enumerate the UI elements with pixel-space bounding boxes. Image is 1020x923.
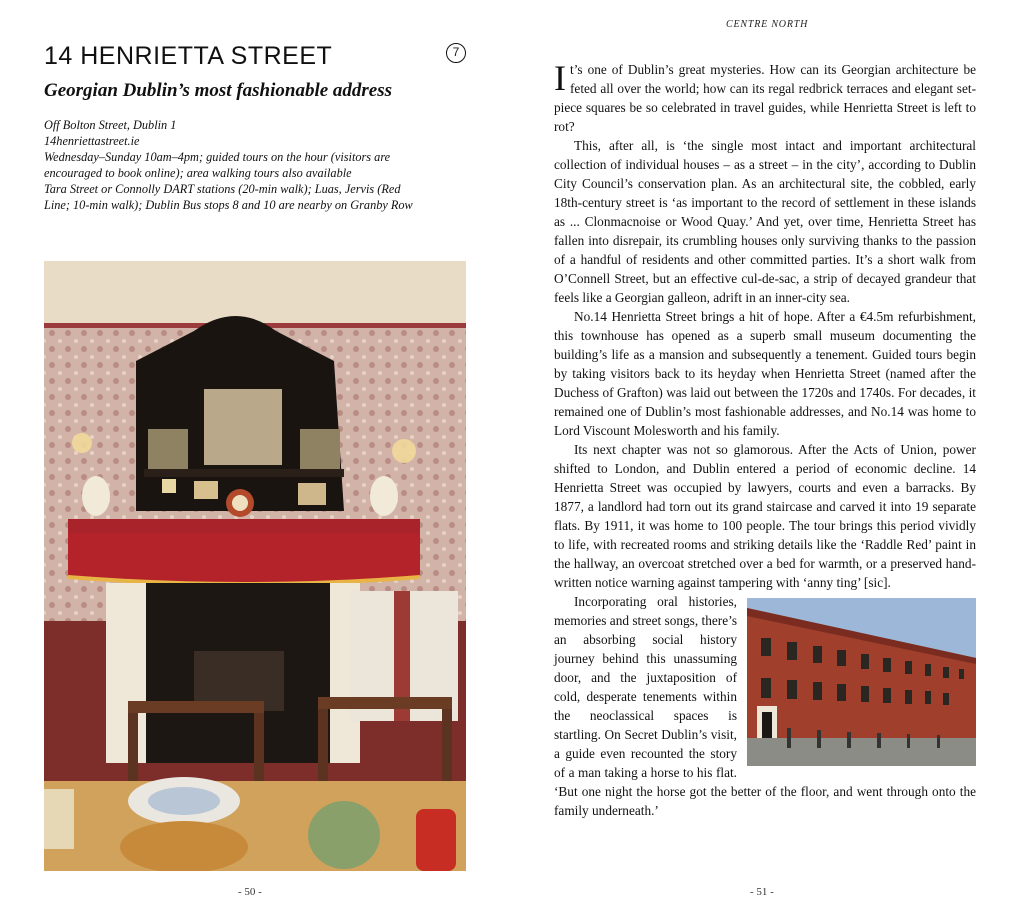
entry-number-badge: 7 [446,43,466,63]
paragraph-5: Incorporating oral histories, memories and street songs, there’s an absorbing social history journey behind this unassuming door, and the juxtaposition of cold, desperate tenements within the neoclassical spaces is startling. On Secret Dublin’s visit, a guide even recounted the story of a man taking a horse to his flat. ‘But one night the horse got the better of the floor, and went through onto the family underneath.’ [554,594,976,818]
info-address: Off Bolton Street, Dublin 1 [44,118,177,132]
paragraph-3: No.14 Henrietta Street brings a hit of hope. After a €4.5m refurbishment, this townhouse has opened as a superb small museum documenting the building’s life as a mansion and subsequently a tenement. Guided tours begin by taking visitors back to its heyday when Henrietta Street (named after the Duchess of Grafton) was laid out between the 1720s and 1740s. For decades, it remained one of Dublin’s most fashionable addresses, and No.14 was home to Lord Viscount Molesworth and his family. [554,309,976,438]
practical-info [44,117,464,213]
article-body [554,60,976,820]
street-photo [747,598,976,766]
info-transport-line-2: Line; 10-min walk); Dublin Bus stops 8 and 10 are nearby on Granby Row [44,198,413,212]
paragraph-1: It’s one of Dublin’s great mysteries. How can its Georgian architecture be feted all over the world; how can its regal redbrick terraces and elegant set-piece squares be so celebrated in travel guides, while Henrietta Street is left to rot? [554,58,976,134]
running-head: CENTRE NORTH [726,19,809,30]
paragraph-4: Its next chapter was not so glamorous. After the Acts of Union, power shifted to London, and Dublin entered a period of economic decline. 14 Henrietta Street was occupied by lawyers, courts and even a barracks. By 1877, a landlord had torn out its grand staircase and carved it into 19 separate flats. By 1911, it was home to 100 people. The tour brings this period vividly to life, with recreated rooms and striking details like the ‘Raddle Red’ paint in the hallway, an overcoat stretched over a bed for warmth, or a preserved hand-written notice warning against tampering with ‘anny ting’ [sic]. [554,442,976,590]
info-hours-line-1: Wednesday–Sunday 10am–4pm; guided tours on the hour (visitors are [44,150,391,164]
drop-cap: I [554,58,566,98]
info-transport-line-1: Tara Street or Connolly DART stations (20-min walk); Luas, Jervis (Red [44,182,401,196]
page-number-left: - 50 - [238,886,262,898]
info-website: 14henriettastreet.ie [44,134,140,148]
info-hours-line-2: encouraged to book online); area walking tours also available [44,166,352,180]
entry-subtitle: Georgian Dublin’s most fashionable address [44,80,393,101]
entry-title: 14 HENRIETTA STREET [44,42,333,70]
right-page [510,0,1020,923]
paragraph-2: This, after all, is ‘the single most intact and important architectural collection of individual houses – as a street – in the city’, according to Dublin City Council’s conservation plan. As an architectural site, the cobbled, early 18th-century street is ‘as important to the record of settlement in these islands as ... Clonmacnoise or Wood Quay.’ And yet, over time, Henrietta Street has fallen into disrepair, its crumbling houses only surviving thanks to the passion of a handful of residents and other committed parties. It’s a short walk from O’Connell Street, but an effective cul-de-sac, a strip of decayed grandeur that feels like a Georgian galleon, adrift in an inner-city sea. [554,138,976,305]
interior-photo [44,261,466,871]
page-number-right: - 51 - [750,886,774,898]
